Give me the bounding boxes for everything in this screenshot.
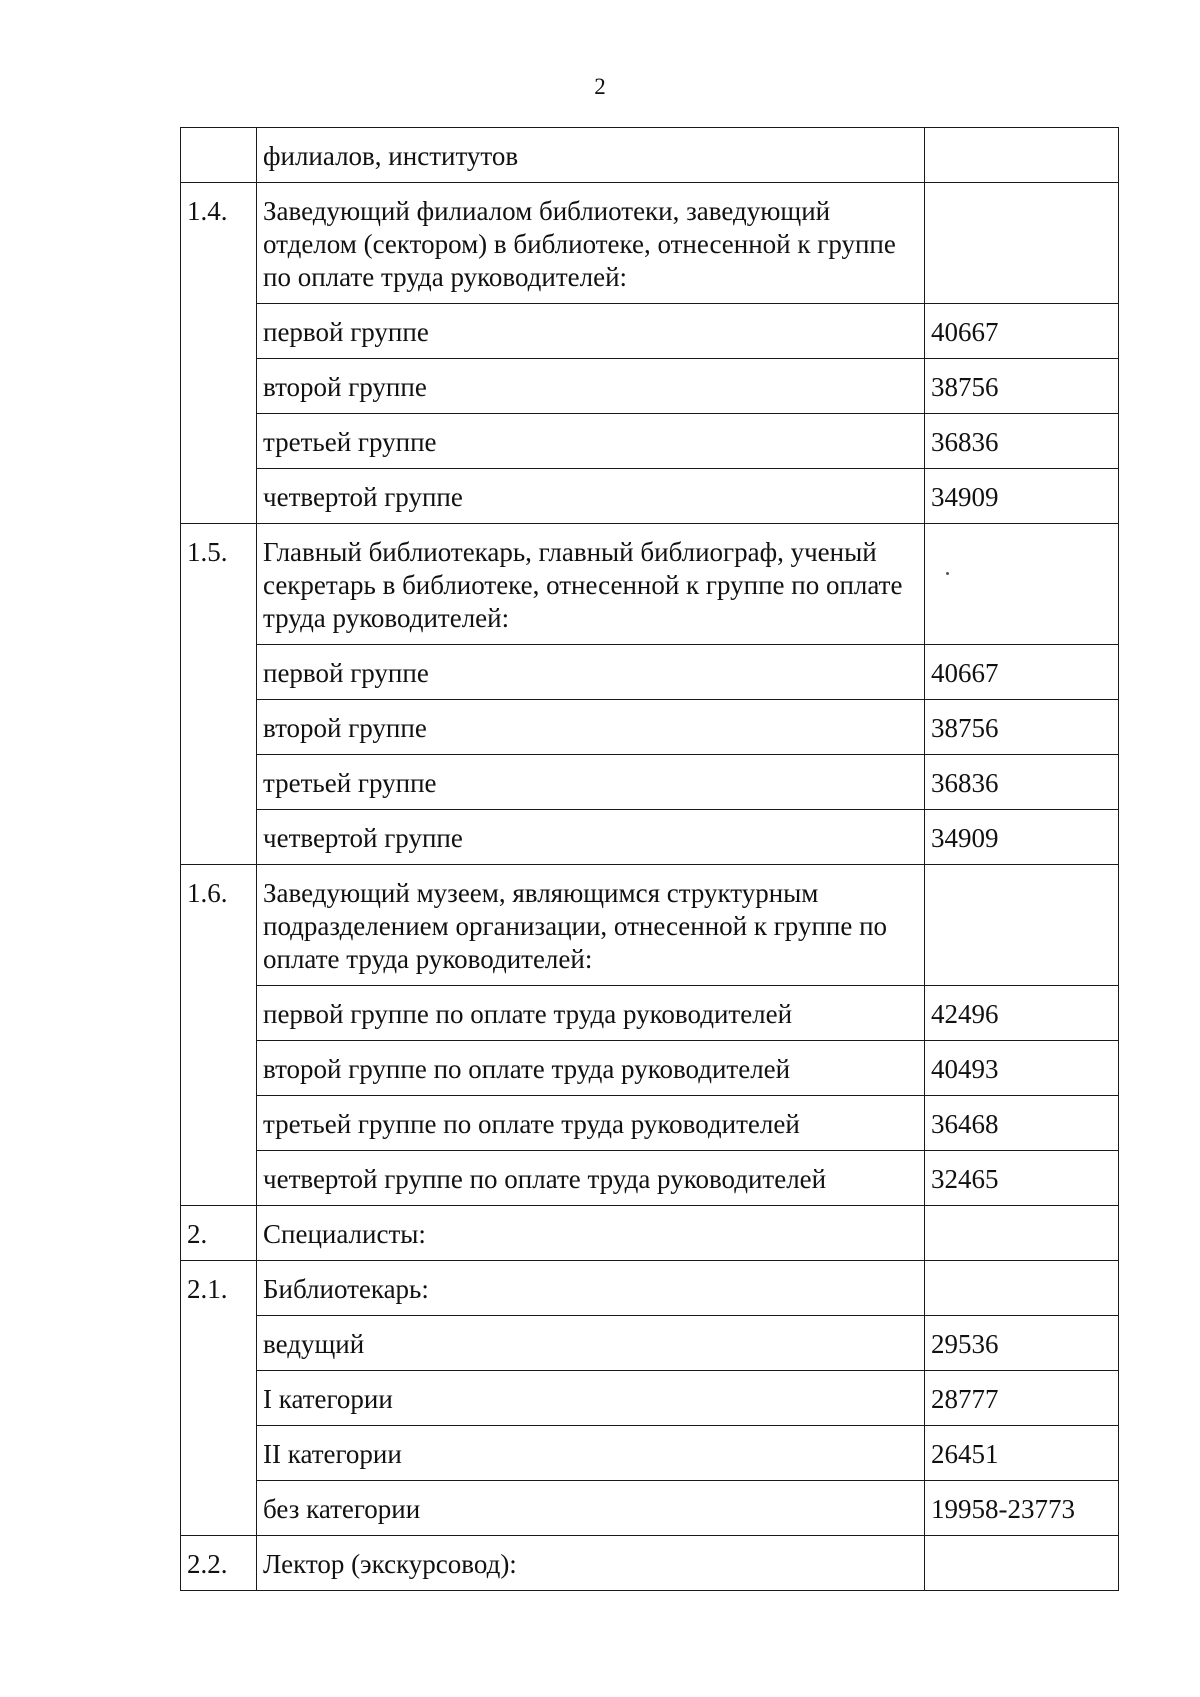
table-row [181,524,1119,645]
salary-cell: 40667 [925,645,1119,700]
table-row [181,755,1119,810]
row-number-cell: 1.6. [181,865,257,1206]
position-cell: первой группе [257,645,925,700]
salary-cell: 40493 [925,1041,1119,1096]
salary-cell: 29536 [925,1316,1119,1371]
position-cell: Специалисты: [257,1206,925,1261]
row-number-cell [181,128,257,183]
salary-cell: 26451 [925,1426,1119,1481]
table-row [181,1096,1119,1151]
position-cell: третьей группе [257,414,925,469]
position-cell: ведущий [257,1316,925,1371]
page-number: 2 [594,74,606,99]
position-cell: без категории [257,1481,925,1536]
table-row [181,1151,1119,1206]
position-cell: первой группе [257,304,925,359]
table-row [181,1481,1119,1536]
salary-cell: 28777 [925,1371,1119,1426]
position-cell: II категории [257,1426,925,1481]
row-number-cell: 2.2. [181,1536,257,1591]
row-number-cell: 2. [181,1206,257,1261]
table-row [181,1536,1119,1591]
table-row [181,645,1119,700]
table-row [181,1371,1119,1426]
position-cell: Библиотекарь: [257,1261,925,1316]
salary-table [180,127,1119,1591]
table-row [181,128,1119,183]
table-row [181,1261,1119,1316]
salary-cell: 36468 [925,1096,1119,1151]
position-cell: второй группе [257,359,925,414]
salary-cell [925,1536,1119,1591]
salary-cell [925,524,1119,645]
table-row [181,414,1119,469]
salary-cell: 34909 [925,469,1119,524]
position-cell: I категории [257,1371,925,1426]
position-cell: третьей группе [257,755,925,810]
salary-cell [925,128,1119,183]
salary-cell: 19958-23773 [925,1481,1119,1536]
row-number-cell: 2.1. [181,1261,257,1536]
position-cell: четвертой группе [257,469,925,524]
position-cell: Главный библиотекарь, главный библиограф, ученый секретарь в библиотеке, отнесенной к группе по оплате труда руководителей: [257,524,925,645]
salary-cell: 32465 [925,1151,1119,1206]
table-row [181,1316,1119,1371]
salary-cell: 34909 [925,810,1119,865]
salary-cell [925,1261,1119,1316]
position-cell: Лектор (экскурсовод): [257,1536,925,1591]
table-row [181,304,1119,359]
position-cell: филиалов, институтов [257,128,925,183]
table-row [181,1041,1119,1096]
position-cell: Заведующий филиалом библиотеки, заведующий отделом (сектором) в библиотеке, отнесенной к группе по оплате труда руководителей: [257,183,925,304]
salary-cell: 42496 [925,986,1119,1041]
position-cell: первой группе по оплате труда руководителей [257,986,925,1041]
position-cell: третьей группе по оплате труда руководителей [257,1096,925,1151]
position-cell: четвертой группе [257,810,925,865]
table-row [181,986,1119,1041]
row-number-cell: 1.4. [181,183,257,524]
salary-cell [925,183,1119,304]
salary-cell: 40667 [925,304,1119,359]
salary-cell [925,865,1119,986]
salary-cell [925,1206,1119,1261]
position-cell: второй группе по оплате труда руководителей [257,1041,925,1096]
salary-cell: 36836 [925,755,1119,810]
position-cell: четвертой группе по оплате труда руководителей [257,1151,925,1206]
table-row [181,810,1119,865]
position-cell: второй группе [257,700,925,755]
table-row [181,469,1119,524]
salary-cell: 38756 [925,359,1119,414]
salary-cell: 38756 [925,700,1119,755]
salary-cell: 36836 [925,414,1119,469]
table-row [181,865,1119,986]
position-cell: Заведующий музеем, являющимся структурным подразделением организации, отнесенной к группе по оплате труда руководителей: [257,865,925,986]
table-row [181,1426,1119,1481]
table-row [181,183,1119,304]
table-row [181,700,1119,755]
row-number-cell: 1.5. [181,524,257,865]
scan-speck [946,572,949,575]
table-row [181,359,1119,414]
table-row [181,1206,1119,1261]
